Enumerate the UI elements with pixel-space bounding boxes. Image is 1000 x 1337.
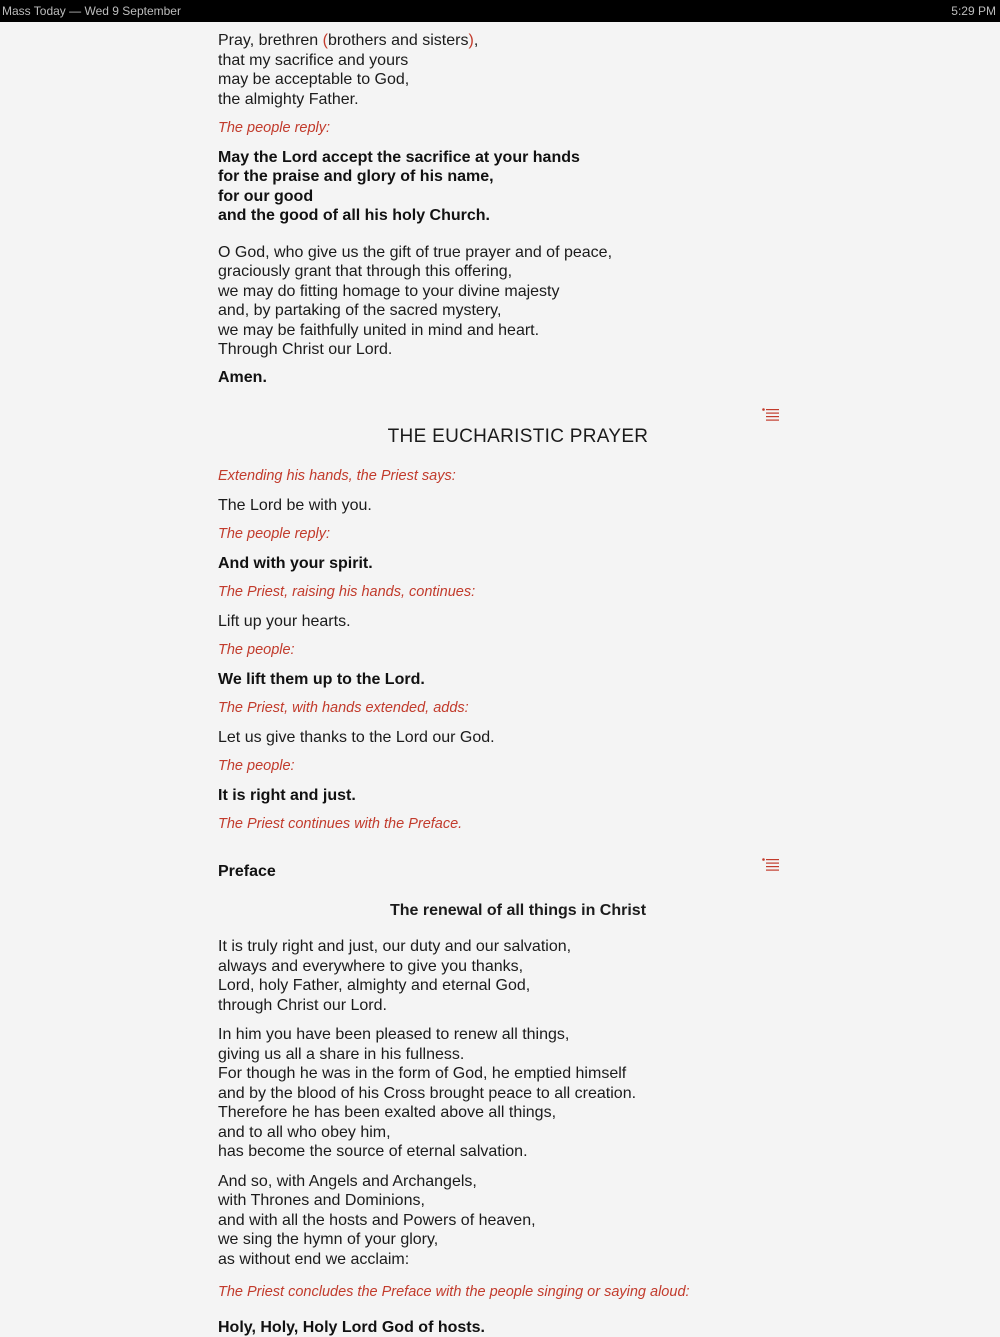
preface-line: and to all who obey him, [218,1123,818,1143]
status-app-title: Mass Today — Wed 9 September [2,4,181,18]
preface-line: with Thrones and Dominions, [218,1191,818,1211]
response-line: for our good [218,187,818,207]
preface-line: has become the source of eternal salvation. [218,1142,818,1162]
preface-paragraph [218,1172,818,1270]
prayer-line: graciously grant that through this offering, [218,262,818,282]
preface-line: In him you have been pleased to renew all things, [218,1025,818,1045]
preface-line: as without end we acclaim: [218,1250,818,1270]
people-response [218,148,818,226]
rubric: The people: [218,757,818,777]
invitation-line: the almighty Father. [218,90,818,110]
rubric: The people reply: [218,525,818,545]
status-bar [0,0,1000,22]
preface-line: It is truly right and just, our duty and our salvation, [218,937,818,957]
invitation-line: that my sacrifice and yours [218,51,818,71]
invitation-line: may be acceptable to God, [218,70,818,90]
response-line: and the good of all his holy Church. [218,206,818,226]
preface-line: For though he was in the form of God, he emptied himself [218,1064,818,1084]
preface-line: and by the blood of his Cross brought peace to all creation. [218,1084,818,1104]
preface-heading: Preface [218,862,818,882]
priest-line: Let us give thanks to the Lord our God. [218,728,818,748]
preface-line: giving us all a share in his fullness. [218,1045,818,1065]
prayer-line: and, by partaking of the sacred mystery, [218,301,818,321]
mass-text [218,22,818,1337]
preface-paragraph [218,1025,818,1162]
rubric: The people: [218,641,818,661]
section-title: THE EUCHARISTIC PRAYER [218,425,818,449]
priest-line: The Lord be with you. [218,496,818,516]
people-line: And with your spirit. [218,554,818,574]
preface-line: And so, with Angels and Archangels, [218,1172,818,1192]
prayer-line: we may be faithfully united in mind and heart. [218,321,818,341]
rubric: The people reply: [218,119,818,139]
amen: Amen. [218,368,818,388]
rubric: The Priest continues with the Preface. [218,815,818,835]
prayer-over-offerings [218,243,818,360]
prayer-line: we may do fitting homage to your divine majesty [218,282,818,302]
status-time: 5:29 PM [951,4,996,18]
preface-line: we sing the hymn of your glory, [218,1230,818,1250]
preface-line: Therefore he has been exalted above all things, [218,1103,818,1123]
preface-line: through Christ our Lord. [218,996,818,1016]
response-line: May the Lord accept the sacrifice at your hands [218,148,818,168]
rubric: The Priest, raising his hands, continues: [218,583,818,603]
invitation-text [218,31,818,109]
prayer-line: Through Christ our Lord. [218,340,818,360]
prayer-line: O God, who give us the gift of true prayer and of peace, [218,243,818,263]
priest-line: Lift up your hearts. [218,612,818,632]
people-line: It is right and just. [218,786,818,806]
preface-line: always and everywhere to give you thanks, [218,957,818,977]
preface-paragraph [218,937,818,1015]
preface-line: and with all the hosts and Powers of heaven, [218,1211,818,1231]
preface-line: Lord, holy Father, almighty and eternal God, [218,976,818,996]
response-line: for the praise and glory of his name, [218,167,818,187]
rubric: Extending his hands, the Priest says: [218,467,818,487]
preface-subtitle: The renewal of all things in Christ [218,901,818,921]
people-line: We lift them up to the Lord. [218,670,818,690]
invitation-line: Pray, brethren (brothers and sisters), [218,31,818,51]
sanctus-line: Holy, Holy, Holy Lord God of hosts. [218,1318,818,1337]
rubric: The Priest, with hands extended, adds: [218,699,818,719]
rubric: The Priest concludes the Preface with the people singing or saying aloud: [218,1283,818,1303]
